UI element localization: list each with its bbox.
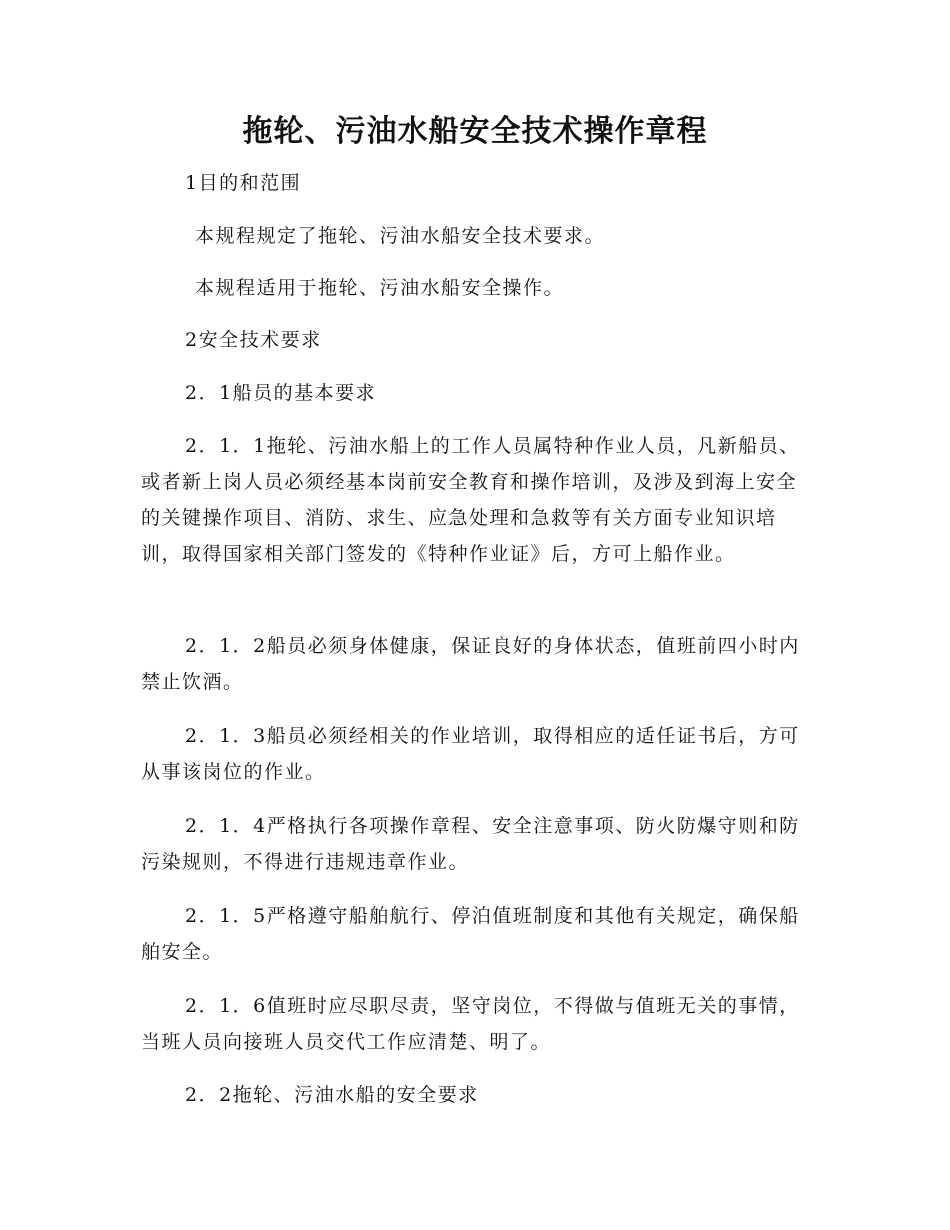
paragraph-2-1-5: 2．1．5严格遵守船舶航行、停泊值班制度和其他有关规定，确保船舶安全。 [141, 905, 800, 963]
section-2-heading: 2安全技术要求 [185, 329, 322, 351]
paragraph-2-1-3: 2．1．3船员必须经相关的作业培训，取得相应的适任证书后，方可从事该岗位的作业。 [141, 725, 800, 783]
paragraph-2-1-4: 2．1．4严格执行各项操作章程、安全注意事项、防火防爆守则和防污染规则，不得进行违规违章作业。 [141, 815, 800, 873]
section-1-heading: 1目的和范围 [185, 172, 302, 194]
document-title: 拖轮、污油水船安全技术操作章程 [242, 114, 708, 149]
section-2-1-heading: 2．1船员的基本要求 [185, 382, 377, 404]
scope-paragraph-1: 本规程规定了拖轮、污油水船安全技术要求。 [195, 225, 606, 247]
scope-paragraph-2: 本规程适用于拖轮、污油水船安全操作。 [195, 277, 565, 299]
paragraph-2-1-6: 2．1．6值班时应尽职尽责，坚守岗位，不得做与值班无关的事情，当班人员向接班人员交代工作应清楚、明了。 [141, 995, 800, 1053]
paragraph-2-1-1: 2．1．1拖轮、污油水船上的工作人员属特种作业人员，凡新船员、或者新上岗人员必须经基本岗前安全教育和操作培训，及涉及到海上安全的关键操作项目、消防、求生、应急处理和急救等有关方面专业知识培训，取得国家相关部门签发的《特种作业证》后，方可上船作业。 [141, 435, 800, 565]
section-2-2-heading: 2．2拖轮、污油水船的安全要求 [185, 1084, 479, 1106]
paragraph-2-1-2: 2．1．2船员必须身体健康，保证良好的身体状态，值班前四小时内禁止饮酒。 [141, 635, 800, 693]
